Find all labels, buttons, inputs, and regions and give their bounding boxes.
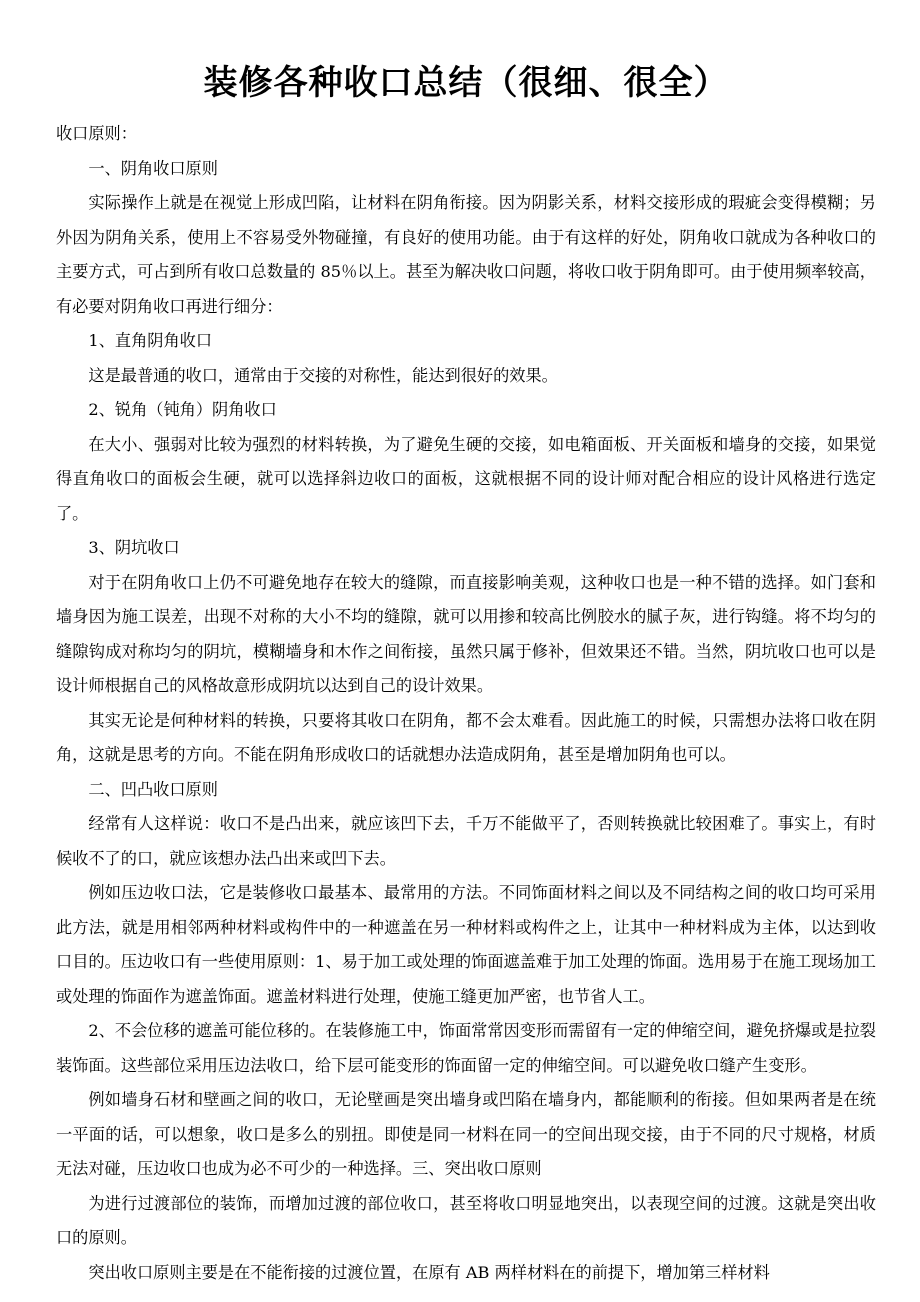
paragraph: 经常有人这样说：收口不是凸出来，就应该凹下去，千万不能做平了，否则转换就比较困难了。事实上，有时候收不了的口，就应该想办法凸出来或凹下去。: [56, 814, 876, 868]
paragraph: 对于在阴角收口上仍不可避免地存在较大的缝隙，而直接影响美观，这种收口也是一种不错的选择。如门套和墙身因为施工误差，出现不对称的大小不均的缝隙，就可以用掺和较高比例胶水的腻子灰，进行钩缝。将不均匀的缝隙钩成对称均匀的阴坑，模糊墙身和木作之间衔接，虽然只属于修补，但效果还不错。当然，阴坑收口也可以是设计师根据自己的风格故意形成阴坑以达到自己的设计效果。: [56, 572, 876, 695]
subheading-1: 1、直角阴角收口: [88, 331, 213, 350]
subheading-2: 2、锐角（钝角）阴角收口: [88, 400, 277, 419]
heading-section-2: 二、凹凸收口原则: [88, 779, 218, 799]
paragraph: 例如墙身石材和壁画之间的收口，无论壁画是突出墙身或凹陷在墙身内，都能顺利的衔接。但如果两者是在统一平面的话，可以想象，收口是多么的别扭。即使是同一材料在同一的空间出现交接，由于不同的尺寸规格，材质无法对碰，压边收口也成为必不可少的一种选择。三、突出收口原则: [56, 1090, 876, 1178]
subheading-3: 3、阴坑收口: [88, 538, 180, 557]
paragraph: 突出收口原则主要是在不能衔接的过渡位置，在原有 AB 两样材料在的前提下，增加第三样材料: [88, 1262, 770, 1282]
document-title: 装修各种收口总结（很细、很全）: [203, 63, 729, 103]
heading-section-1: 一、阴角收口原则: [88, 158, 218, 178]
paragraph-intro: 收口原则：: [56, 124, 137, 143]
paragraph: 为进行过渡部位的装饰，而增加过渡的部位收口，甚至将收口明显地突出，以表现空间的过渡。这就是突出收口的原则。: [56, 1193, 876, 1247]
paragraph: 在大小、强弱对比较为强烈的材料转换，为了避免生硬的交接，如电箱面板、开关面板和墙身的交接，如果觉得直角收口的面板会生硬，就可以选择斜边收口的面板，这就根据不同的设计师对配合相应的设计风格进行选定了。: [56, 434, 876, 523]
paragraph: 其实无论是何种材料的转换，只要将其收口在阴角，都不会太难看。因此施工的时候，只需想办法将口收在阴角，这就是思考的方向。不能在阴角形成收口的话就想办法造成阴角，甚至是增加阴角也可以。: [56, 710, 876, 764]
paragraph: 实际操作上就是在视觉上形成凹陷，让材料在阴角衔接。因为阴影关系，材料交接形成的瑕疵会变得模糊；另外因为阴角关系，使用上不容易受外物碰撞，有良好的使用功能。由于有这样的好处，阴角收口就成为各种收口的主要方式，可占到所有收口总数量的 85％以上。甚至为解决收口问题，将收口收于阴角即可。由于使用频率较高，有必要对阴角收口再进行细分：: [56, 193, 876, 316]
paragraph: 例如压边收口法，它是装修收口最基本、最常用的方法。不同饰面材料之间以及不同结构之间的收口均可采用此方法，就是用相邻两种材料或构件中的一种遮盖在另一种材料或构件之上，让其中一种材料成为主体，以达到收口目的。压边收口有一些使用原则：1、易于加工或处理的饰面遮盖难于加工处理的饰面。选用易于在施工现场加工或处理的饰面作为遮盖饰面。遮盖材料进行处理，使施工缝更加严密，也节省人工。: [56, 883, 876, 1006]
document-body: [56, 117, 876, 1290]
paragraph: 2、不会位移的遮盖可能位移的。在装修施工中，饰面常常因变形而需留有一定的伸缩空间，避免挤爆或是拉裂装饰面。这些部位采用压边法收口，给下层可能变形的饰面留一定的伸缩空间。可以避免收口缝产生变形。: [56, 1021, 876, 1075]
paragraph: 这是最普通的收口，通常由于交接的对称性，能达到很好的效果。: [88, 365, 558, 385]
